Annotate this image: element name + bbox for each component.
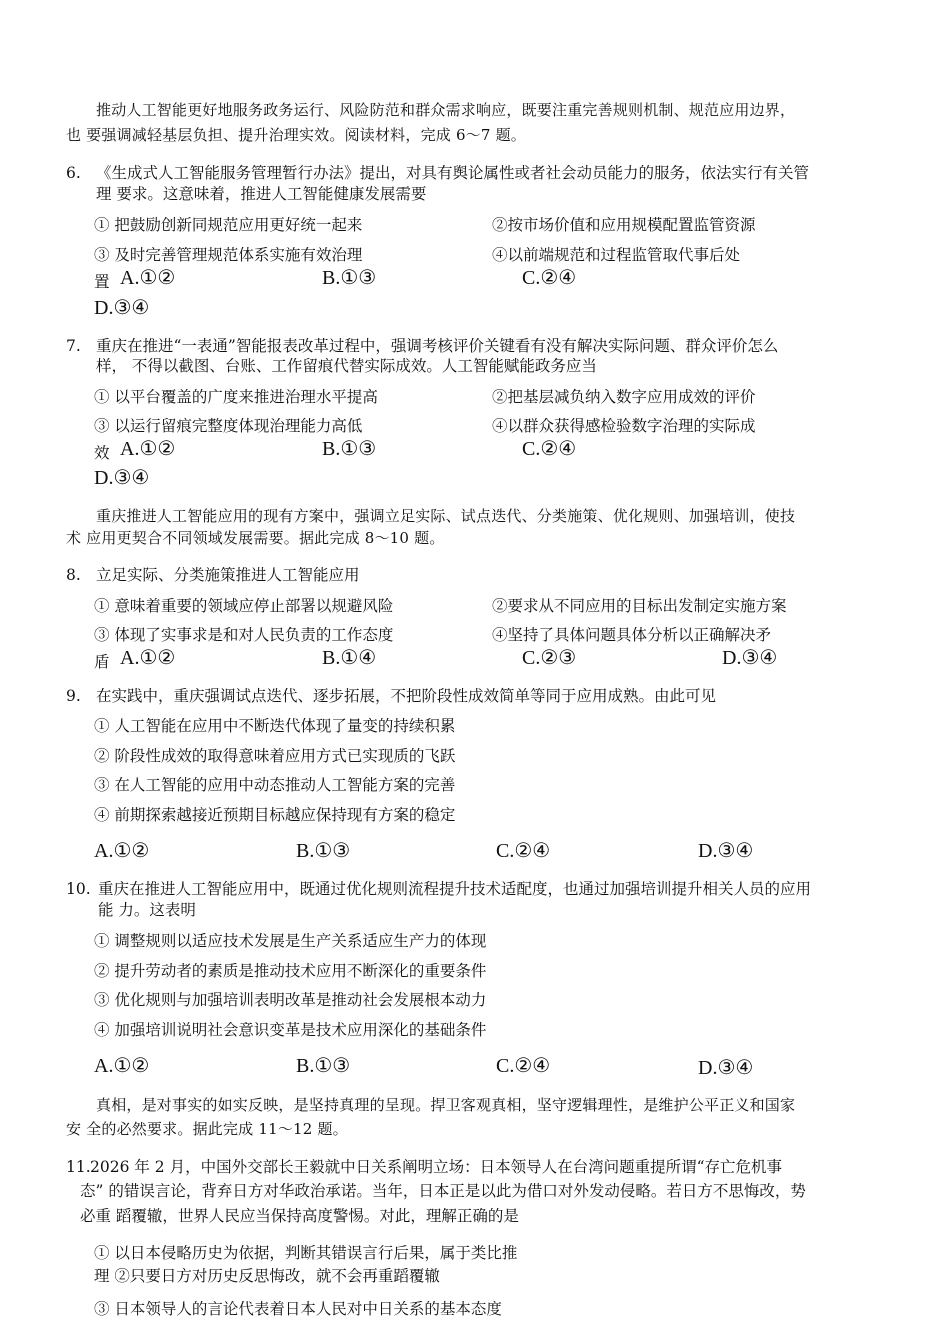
q7-stem-line1: 重庆在推进“一表通”智能报表改革过程中，强调考核评价关键看有没有解决实际问题、群众评价怎么 <box>96 337 779 355</box>
q6-statement-3: ③ 及时完善管理规范体系实施有效治理 <box>94 246 363 264</box>
q7-option-b: B.①③ <box>322 438 377 460</box>
q10-stem-line1: 重庆在推进人工智能应用中，既通过优化规则流程提升技术适配度，也通过加强培训提升相关人员的应用 <box>98 880 812 898</box>
q7-stem-line2: 样， 不得以截图、台账、工作留痕代替实际成效。人工智能赋能政务应当 <box>96 357 597 375</box>
q6-number: 6. <box>66 164 81 182</box>
q7-option-c: C.②④ <box>522 438 577 460</box>
q7-statement-3: ③ 以运行留痕完整度体现治理能力高低 <box>94 417 363 435</box>
q11-stem-line2: 态” 的错误言论，背弃日方对华政治承诺。当年，日本正是以此为借口对外发动侵略。若日方不思悔改，势 <box>80 1182 806 1200</box>
q7-option-d: D.③④ <box>94 467 150 489</box>
material-intro-11-12-line2: 安 全的必然要求。据此完成 11～12 题。 <box>66 1120 348 1138</box>
q11-statement-1-cont-2: 理 ②只要日方对历史反思悔改，就不会再重蹈覆辙 <box>94 1267 440 1285</box>
q9-statement-3: ③ 在人工智能的应用中动态推动人工智能方案的完善 <box>94 776 456 794</box>
q8-option-a: A.①② <box>120 647 176 669</box>
q6-statement-4-cont: 置 <box>94 273 110 291</box>
q6-stem-line1: 《生成式人工智能服务管理暂行办法》提出，对具有舆论属性或者社会动员能力的服务，依法实行有关管 <box>96 164 810 182</box>
q10-statement-4: ④ 加强培训说明社会意识变革是技术应用深化的基础条件 <box>94 1021 487 1039</box>
material-intro-8-10-line1: 重庆推进人工智能应用的现有方案中，强调立足实际、试点迭代、分类施策、优化规则、加强培训，使技 <box>96 507 796 525</box>
q6-stem-line2: 理 要求。这意味着，推进人工智能健康发展需要 <box>96 185 427 203</box>
q6-statement-1: ① 把鼓励创新同规范应用更好统一起来 <box>94 216 363 234</box>
q8-option-c: C.②③ <box>522 647 577 669</box>
q6-option-a: A.①② <box>120 267 176 289</box>
q8-number: 8. <box>66 566 81 584</box>
q7-number: 7. <box>66 337 81 355</box>
material-intro-6-7-line2: 也 要强调减轻基层负担、提升治理实效。阅读材料，完成 6～7 题。 <box>66 126 526 144</box>
q8-statement-1: ① 意味着重要的领域应停止部署以规避风险 <box>94 597 394 615</box>
q9-option-a: A.①② <box>94 840 150 862</box>
q11-number: 11. <box>66 1158 91 1176</box>
q7-statement-4-cont: 效 <box>94 444 110 462</box>
q6-option-d: D.③④ <box>94 297 150 319</box>
q8-statement-3: ③ 体现了实事求是和对人民负责的工作态度 <box>94 626 394 644</box>
q8-statement-4: ④坚持了具体问题具体分析以正确解决矛 <box>492 626 772 644</box>
material-intro-6-7-line1: 推动人工智能更好地服务政务运行、风险防范和群众需求响应，既要注重完善规则机制、规范应用边界， <box>96 101 796 119</box>
material-intro-11-12-line1: 真相，是对事实的如实反映，是坚持真理的呈现。捍卫客观真相，坚守逻辑理性，是维护公平正义和国家 <box>96 1096 796 1114</box>
q11-stem-line1: 2026 年 2 月，中国外交部长王毅就中日关系阐明立场：日本领导人在台湾问题重提所谓“存亡危机事 <box>90 1158 783 1176</box>
q8-stem-line1: 立足实际、分类施策推进人工智能应用 <box>96 566 360 584</box>
material-intro-8-10-line2: 术 应用更契合不同领域发展需要。据此完成 8～10 题。 <box>66 529 445 547</box>
q10-number: 10. <box>66 880 91 898</box>
q7-statement-1: ① 以平台覆盖的广度来推进治理水平提高 <box>94 388 378 406</box>
q6-statement-2: ②按市场价值和应用规模配置监管资源 <box>492 216 756 234</box>
q10-statement-1: ① 调整规则以适应技术发展是生产关系适应生产力的体现 <box>94 932 487 950</box>
q11-stem-line3: 必重 蹈覆辙，世界人民应当保持高度警惕。对此，理解正确的是 <box>80 1207 519 1225</box>
q7-statement-4: ④以群众获得感检验数字治理的实际成 <box>492 417 756 435</box>
q9-option-d: D.③④ <box>698 840 754 862</box>
q8-statement-2: ②要求从不同应用的目标出发制定实施方案 <box>492 597 787 615</box>
q9-statement-4: ④ 前期探索越接近预期目标越应保持现有方案的稳定 <box>94 806 456 824</box>
q9-option-c: C.②④ <box>496 840 551 862</box>
q10-option-a: A.①② <box>94 1055 150 1077</box>
q10-option-c: C.②④ <box>496 1055 551 1077</box>
q11-statement-1: ① 以日本侵略历史为依据，判断其错误言行后果，属于类比推 <box>94 1244 518 1262</box>
q9-statement-2: ② 阶段性成效的取得意味着应用方式已实现质的飞跃 <box>94 747 456 765</box>
q6-option-b: B.①③ <box>322 267 377 289</box>
q10-statement-2: ② 提升劳动者的素质是推动技术应用不断深化的重要条件 <box>94 962 487 980</box>
q6-statement-4: ④以前端规范和过程监管取代事后处 <box>492 246 741 264</box>
q8-option-d: D.③④ <box>722 647 778 669</box>
q8-statement-4-cont: 盾 <box>94 653 110 671</box>
q10-option-b: B.①③ <box>296 1055 351 1077</box>
q8-option-b: B.①④ <box>322 647 377 669</box>
q10-option-d: D.③④ <box>698 1057 754 1079</box>
q7-statement-2: ②把基层减负纳入数字应用成效的评价 <box>492 388 756 406</box>
q7-option-a: A.①② <box>120 438 176 460</box>
q10-statement-3: ③ 优化规则与加强培训表明改革是推动社会发展根本动力 <box>94 991 487 1009</box>
q10-stem-line2: 能 力。这表明 <box>98 901 196 919</box>
q9-statement-1: ① 人工智能在应用中不断迭代体现了量变的持续积累 <box>94 717 456 735</box>
q9-number: 9. <box>66 687 81 705</box>
q9-stem-line1: 在实践中，重庆强调试点迭代、逐步拓展，不把阶段性成效简单等同于应用成熟。由此可见 <box>96 687 717 705</box>
q6-option-c: C.②④ <box>522 267 577 289</box>
q11-statement-3: ③ 日本领导人的言论代表着日本人民对中日关系的基本态度 <box>94 1300 502 1318</box>
q9-option-b: B.①③ <box>296 840 351 862</box>
